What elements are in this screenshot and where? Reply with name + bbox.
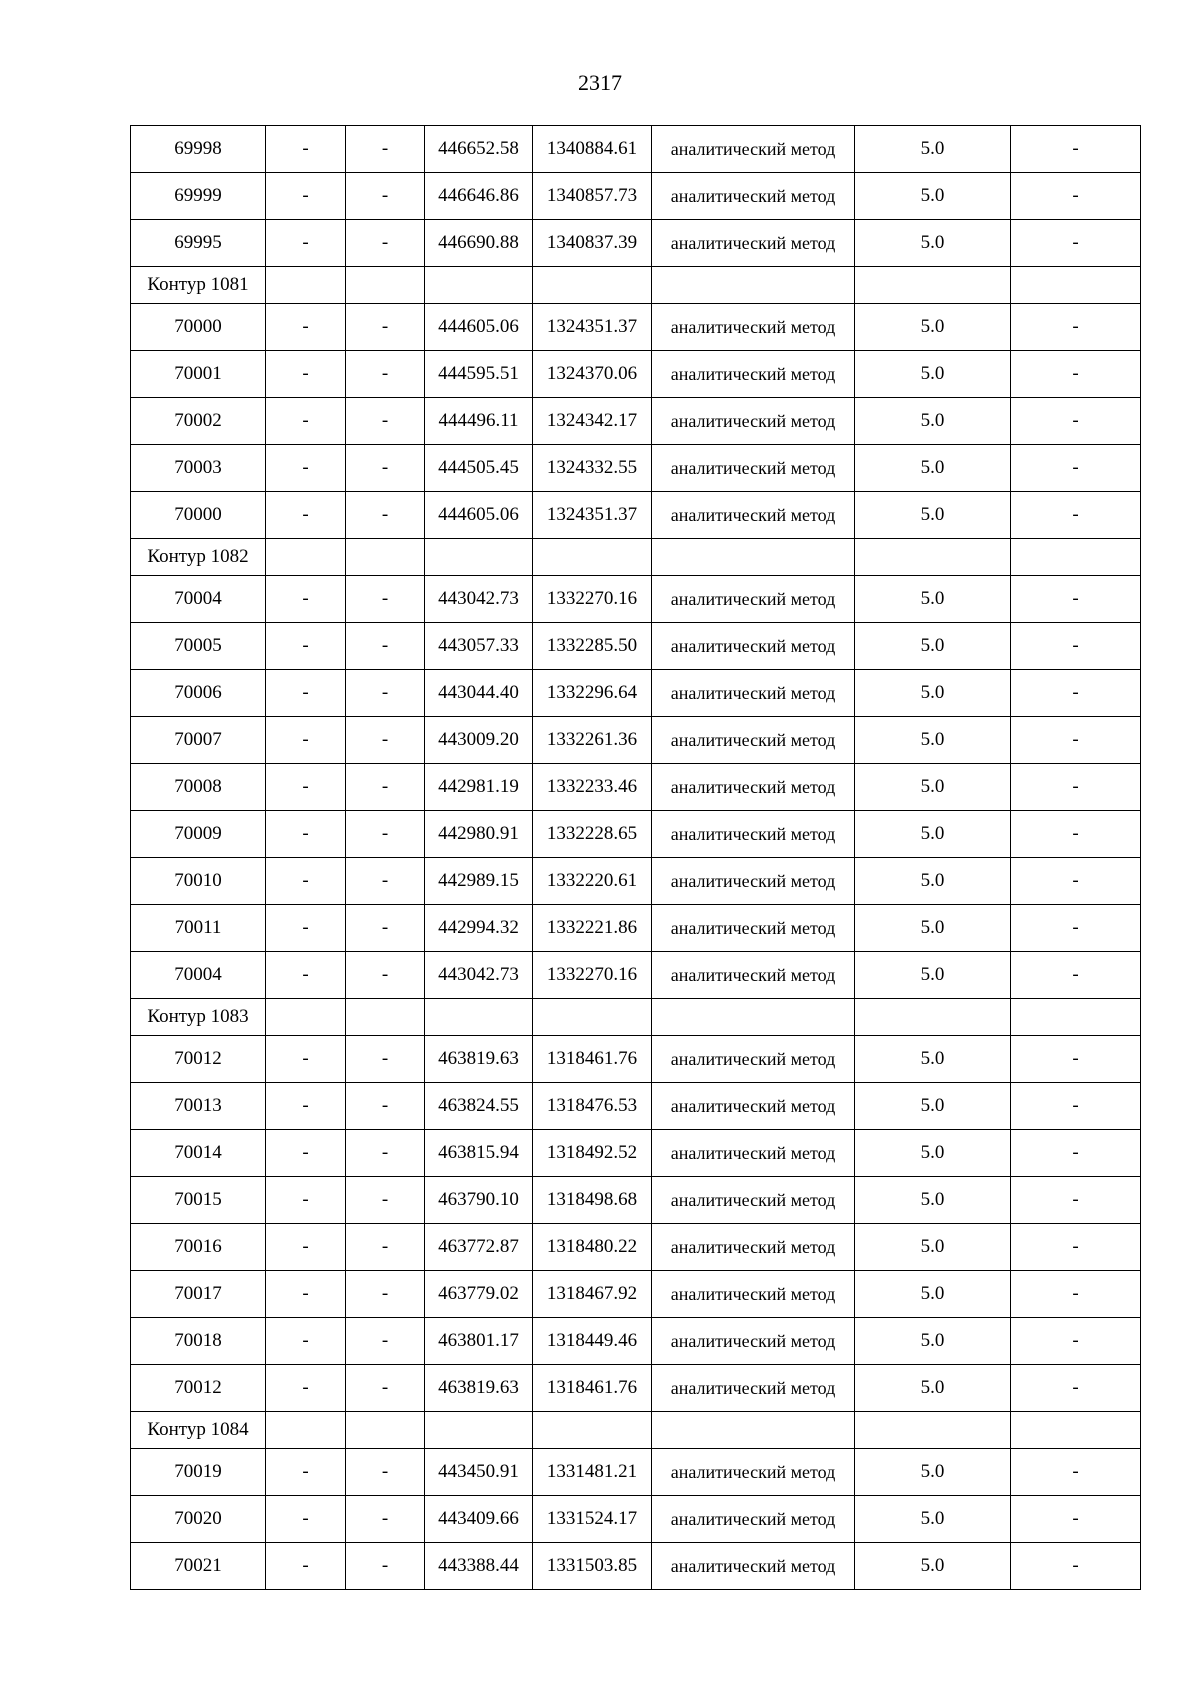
- dash-cell: -: [1011, 764, 1141, 811]
- table-row: [131, 126, 1141, 173]
- method-cell: аналитический метод: [652, 1177, 855, 1224]
- accuracy-cell: 5.0: [855, 905, 1011, 952]
- dash-cell: -: [1011, 1130, 1141, 1177]
- point-id-cell: 70010: [131, 858, 266, 905]
- y-coordinate-cell: 1340837.39: [533, 220, 652, 267]
- point-id-cell: 69998: [131, 126, 266, 173]
- method-cell: аналитический метод: [652, 126, 855, 173]
- table-row: [131, 220, 1141, 267]
- table-row: [131, 811, 1141, 858]
- empty-cell: [425, 267, 533, 304]
- method-cell: аналитический метод: [652, 445, 855, 492]
- dash-cell: -: [1011, 670, 1141, 717]
- y-coordinate-cell: 1331524.17: [533, 1496, 652, 1543]
- empty-cell: [425, 999, 533, 1036]
- dash-cell: -: [346, 1543, 425, 1590]
- empty-cell: [346, 267, 425, 304]
- dash-cell: -: [1011, 952, 1141, 999]
- point-id-cell: 70003: [131, 445, 266, 492]
- accuracy-cell: 5.0: [855, 1083, 1011, 1130]
- contour-label: Контур 1081: [131, 267, 266, 304]
- contour-label: Контур 1084: [131, 1412, 266, 1449]
- empty-cell: [266, 1412, 346, 1449]
- empty-cell: [266, 267, 346, 304]
- dash-cell: -: [266, 1543, 346, 1590]
- dash-cell: -: [266, 1496, 346, 1543]
- empty-cell: [855, 539, 1011, 576]
- y-coordinate-cell: 1318449.46: [533, 1318, 652, 1365]
- point-id-cell: 70000: [131, 492, 266, 539]
- dash-cell: -: [1011, 1449, 1141, 1496]
- empty-cell: [425, 539, 533, 576]
- dash-cell: -: [266, 623, 346, 670]
- y-coordinate-cell: 1324351.37: [533, 492, 652, 539]
- dash-cell: -: [266, 445, 346, 492]
- y-coordinate-cell: 1331481.21: [533, 1449, 652, 1496]
- x-coordinate-cell: 443042.73: [425, 576, 533, 623]
- dash-cell: -: [346, 173, 425, 220]
- dash-cell: -: [1011, 576, 1141, 623]
- empty-cell: [855, 1412, 1011, 1449]
- dash-cell: -: [346, 905, 425, 952]
- x-coordinate-cell: 444595.51: [425, 351, 533, 398]
- x-coordinate-cell: 463824.55: [425, 1083, 533, 1130]
- dash-cell: -: [1011, 304, 1141, 351]
- y-coordinate-cell: 1324342.17: [533, 398, 652, 445]
- table-row: [131, 670, 1141, 717]
- method-cell: аналитический метод: [652, 173, 855, 220]
- x-coordinate-cell: 463819.63: [425, 1365, 533, 1412]
- y-coordinate-cell: 1331503.85: [533, 1543, 652, 1590]
- dash-cell: -: [346, 1271, 425, 1318]
- contour-header-row: [131, 999, 1141, 1036]
- dash-cell: -: [1011, 1036, 1141, 1083]
- method-cell: аналитический метод: [652, 304, 855, 351]
- dash-cell: -: [346, 304, 425, 351]
- dash-cell: -: [1011, 1177, 1141, 1224]
- accuracy-cell: 5.0: [855, 670, 1011, 717]
- empty-cell: [533, 1412, 652, 1449]
- method-cell: аналитический метод: [652, 220, 855, 267]
- dash-cell: -: [266, 1083, 346, 1130]
- x-coordinate-cell: 446690.88: [425, 220, 533, 267]
- empty-cell: [1011, 999, 1141, 1036]
- dash-cell: -: [266, 811, 346, 858]
- method-cell: аналитический метод: [652, 1130, 855, 1177]
- dash-cell: -: [266, 764, 346, 811]
- dash-cell: -: [346, 811, 425, 858]
- y-coordinate-cell: 1332233.46: [533, 764, 652, 811]
- y-coordinate-cell: 1318476.53: [533, 1083, 652, 1130]
- accuracy-cell: 5.0: [855, 492, 1011, 539]
- dash-cell: -: [1011, 811, 1141, 858]
- point-id-cell: 70007: [131, 717, 266, 764]
- dash-cell: -: [266, 492, 346, 539]
- point-id-cell: 70008: [131, 764, 266, 811]
- table-row: [131, 1365, 1141, 1412]
- point-id-cell: 70004: [131, 576, 266, 623]
- accuracy-cell: 5.0: [855, 1543, 1011, 1590]
- contour-header-row: [131, 1412, 1141, 1449]
- x-coordinate-cell: 443042.73: [425, 952, 533, 999]
- point-id-cell: 70019: [131, 1449, 266, 1496]
- y-coordinate-cell: 1318461.76: [533, 1365, 652, 1412]
- x-coordinate-cell: 446646.86: [425, 173, 533, 220]
- method-cell: аналитический метод: [652, 1224, 855, 1271]
- contour-label: Контур 1082: [131, 539, 266, 576]
- point-id-cell: 70004: [131, 952, 266, 999]
- x-coordinate-cell: 463801.17: [425, 1318, 533, 1365]
- empty-cell: [652, 999, 855, 1036]
- method-cell: аналитический метод: [652, 1318, 855, 1365]
- point-id-cell: 70012: [131, 1365, 266, 1412]
- dash-cell: -: [1011, 398, 1141, 445]
- empty-cell: [652, 539, 855, 576]
- x-coordinate-cell: 442994.32: [425, 905, 533, 952]
- dash-cell: -: [346, 1224, 425, 1271]
- dash-cell: -: [346, 764, 425, 811]
- y-coordinate-cell: 1340884.61: [533, 126, 652, 173]
- accuracy-cell: 5.0: [855, 220, 1011, 267]
- dash-cell: -: [346, 623, 425, 670]
- empty-cell: [1011, 539, 1141, 576]
- method-cell: аналитический метод: [652, 670, 855, 717]
- table-row: [131, 623, 1141, 670]
- point-id-cell: 70013: [131, 1083, 266, 1130]
- point-id-cell: 70016: [131, 1224, 266, 1271]
- dash-cell: -: [346, 1177, 425, 1224]
- point-id-cell: 69999: [131, 173, 266, 220]
- dash-cell: -: [266, 1036, 346, 1083]
- x-coordinate-cell: 442980.91: [425, 811, 533, 858]
- method-cell: аналитический метод: [652, 764, 855, 811]
- x-coordinate-cell: 442989.15: [425, 858, 533, 905]
- table-row: [131, 1496, 1141, 1543]
- dash-cell: -: [346, 445, 425, 492]
- method-cell: аналитический метод: [652, 905, 855, 952]
- empty-cell: [346, 999, 425, 1036]
- coordinates-table: [130, 125, 1141, 1590]
- dash-cell: -: [266, 1318, 346, 1365]
- y-coordinate-cell: 1318480.22: [533, 1224, 652, 1271]
- method-cell: аналитический метод: [652, 1271, 855, 1318]
- dash-cell: -: [1011, 1318, 1141, 1365]
- point-id-cell: 69995: [131, 220, 266, 267]
- y-coordinate-cell: 1340857.73: [533, 173, 652, 220]
- point-id-cell: 70020: [131, 1496, 266, 1543]
- point-id-cell: 70005: [131, 623, 266, 670]
- dash-cell: -: [346, 1365, 425, 1412]
- dash-cell: -: [266, 1177, 346, 1224]
- point-id-cell: 70006: [131, 670, 266, 717]
- point-id-cell: 70009: [131, 811, 266, 858]
- x-coordinate-cell: 444505.45: [425, 445, 533, 492]
- y-coordinate-cell: 1332220.61: [533, 858, 652, 905]
- y-coordinate-cell: 1332270.16: [533, 576, 652, 623]
- empty-cell: [533, 999, 652, 1036]
- dash-cell: -: [346, 670, 425, 717]
- empty-cell: [533, 267, 652, 304]
- accuracy-cell: 5.0: [855, 1130, 1011, 1177]
- dash-cell: -: [1011, 905, 1141, 952]
- dash-cell: -: [266, 858, 346, 905]
- dash-cell: -: [266, 905, 346, 952]
- dash-cell: -: [346, 1036, 425, 1083]
- dash-cell: -: [1011, 351, 1141, 398]
- dash-cell: -: [266, 351, 346, 398]
- x-coordinate-cell: 442981.19: [425, 764, 533, 811]
- empty-cell: [346, 539, 425, 576]
- accuracy-cell: 5.0: [855, 952, 1011, 999]
- dash-cell: -: [346, 1083, 425, 1130]
- dash-cell: -: [1011, 1365, 1141, 1412]
- dash-cell: -: [346, 351, 425, 398]
- table-row: [131, 858, 1141, 905]
- method-cell: аналитический метод: [652, 952, 855, 999]
- accuracy-cell: 5.0: [855, 1496, 1011, 1543]
- accuracy-cell: 5.0: [855, 1036, 1011, 1083]
- accuracy-cell: 5.0: [855, 1177, 1011, 1224]
- dash-cell: -: [346, 1318, 425, 1365]
- method-cell: аналитический метод: [652, 492, 855, 539]
- dash-cell: -: [346, 952, 425, 999]
- table-row: [131, 717, 1141, 764]
- y-coordinate-cell: 1332285.50: [533, 623, 652, 670]
- x-coordinate-cell: 443044.40: [425, 670, 533, 717]
- dash-cell: -: [266, 126, 346, 173]
- method-cell: аналитический метод: [652, 811, 855, 858]
- table-row: [131, 1318, 1141, 1365]
- table-row: [131, 1449, 1141, 1496]
- x-coordinate-cell: 444605.06: [425, 492, 533, 539]
- dash-cell: -: [266, 173, 346, 220]
- dash-cell: -: [346, 1449, 425, 1496]
- dash-cell: -: [266, 952, 346, 999]
- table-row: [131, 1224, 1141, 1271]
- x-coordinate-cell: 463772.87: [425, 1224, 533, 1271]
- accuracy-cell: 5.0: [855, 445, 1011, 492]
- method-cell: аналитический метод: [652, 1083, 855, 1130]
- dash-cell: -: [1011, 858, 1141, 905]
- y-coordinate-cell: 1332228.65: [533, 811, 652, 858]
- accuracy-cell: 5.0: [855, 717, 1011, 764]
- empty-cell: [855, 999, 1011, 1036]
- empty-cell: [346, 1412, 425, 1449]
- point-id-cell: 70021: [131, 1543, 266, 1590]
- x-coordinate-cell: 443409.66: [425, 1496, 533, 1543]
- dash-cell: -: [346, 1130, 425, 1177]
- accuracy-cell: 5.0: [855, 811, 1011, 858]
- y-coordinate-cell: 1324351.37: [533, 304, 652, 351]
- dash-cell: -: [1011, 220, 1141, 267]
- method-cell: аналитический метод: [652, 623, 855, 670]
- x-coordinate-cell: 443450.91: [425, 1449, 533, 1496]
- dash-cell: -: [1011, 717, 1141, 764]
- dash-cell: -: [346, 220, 425, 267]
- dash-cell: -: [346, 398, 425, 445]
- page-number: 2317: [578, 70, 622, 95]
- dash-cell: -: [266, 1271, 346, 1318]
- x-coordinate-cell: 463815.94: [425, 1130, 533, 1177]
- empty-cell: [1011, 267, 1141, 304]
- dash-cell: -: [346, 492, 425, 539]
- accuracy-cell: 5.0: [855, 576, 1011, 623]
- dash-cell: -: [266, 1365, 346, 1412]
- method-cell: аналитический метод: [652, 351, 855, 398]
- dash-cell: -: [1011, 492, 1141, 539]
- empty-cell: [266, 539, 346, 576]
- point-id-cell: 70002: [131, 398, 266, 445]
- accuracy-cell: 5.0: [855, 623, 1011, 670]
- accuracy-cell: 5.0: [855, 1365, 1011, 1412]
- table-row: [131, 1130, 1141, 1177]
- table-body: [131, 126, 1141, 1590]
- dash-cell: -: [266, 717, 346, 764]
- x-coordinate-cell: 463819.63: [425, 1036, 533, 1083]
- contour-header-row: [131, 539, 1141, 576]
- point-id-cell: 70012: [131, 1036, 266, 1083]
- x-coordinate-cell: 444496.11: [425, 398, 533, 445]
- dash-cell: -: [266, 670, 346, 717]
- table-row: [131, 905, 1141, 952]
- empty-cell: [1011, 1412, 1141, 1449]
- empty-cell: [855, 267, 1011, 304]
- dash-cell: -: [346, 576, 425, 623]
- point-id-cell: 70001: [131, 351, 266, 398]
- point-id-cell: 70017: [131, 1271, 266, 1318]
- method-cell: аналитический метод: [652, 1449, 855, 1496]
- x-coordinate-cell: 443057.33: [425, 623, 533, 670]
- table-row: [131, 173, 1141, 220]
- accuracy-cell: 5.0: [855, 351, 1011, 398]
- dash-cell: -: [266, 398, 346, 445]
- point-id-cell: 70011: [131, 905, 266, 952]
- y-coordinate-cell: 1324332.55: [533, 445, 652, 492]
- x-coordinate-cell: 446652.58: [425, 126, 533, 173]
- dash-cell: -: [1011, 126, 1141, 173]
- dash-cell: -: [1011, 173, 1141, 220]
- y-coordinate-cell: 1318461.76: [533, 1036, 652, 1083]
- method-cell: аналитический метод: [652, 1543, 855, 1590]
- dash-cell: -: [266, 304, 346, 351]
- dash-cell: -: [266, 220, 346, 267]
- x-coordinate-cell: 443388.44: [425, 1543, 533, 1590]
- table-row: [131, 1271, 1141, 1318]
- y-coordinate-cell: 1332270.16: [533, 952, 652, 999]
- table-row: [131, 492, 1141, 539]
- table-row: [131, 1177, 1141, 1224]
- accuracy-cell: 5.0: [855, 173, 1011, 220]
- dash-cell: -: [266, 1224, 346, 1271]
- accuracy-cell: 5.0: [855, 1318, 1011, 1365]
- table-row: [131, 398, 1141, 445]
- table-row: [131, 1036, 1141, 1083]
- y-coordinate-cell: 1318467.92: [533, 1271, 652, 1318]
- table-row: [131, 764, 1141, 811]
- y-coordinate-cell: 1324370.06: [533, 351, 652, 398]
- dash-cell: -: [1011, 1543, 1141, 1590]
- table-row: [131, 351, 1141, 398]
- method-cell: аналитический метод: [652, 398, 855, 445]
- dash-cell: -: [1011, 1496, 1141, 1543]
- dash-cell: -: [346, 717, 425, 764]
- accuracy-cell: 5.0: [855, 398, 1011, 445]
- contour-header-row: [131, 267, 1141, 304]
- point-id-cell: 70014: [131, 1130, 266, 1177]
- empty-cell: [533, 539, 652, 576]
- table-row: [131, 1543, 1141, 1590]
- accuracy-cell: 5.0: [855, 126, 1011, 173]
- y-coordinate-cell: 1332221.86: [533, 905, 652, 952]
- dash-cell: -: [266, 1449, 346, 1496]
- empty-cell: [652, 267, 855, 304]
- method-cell: аналитический метод: [652, 858, 855, 905]
- dash-cell: -: [346, 126, 425, 173]
- empty-cell: [425, 1412, 533, 1449]
- table-row: [131, 576, 1141, 623]
- method-cell: аналитический метод: [652, 1496, 855, 1543]
- dash-cell: -: [1011, 1271, 1141, 1318]
- accuracy-cell: 5.0: [855, 304, 1011, 351]
- method-cell: аналитический метод: [652, 1365, 855, 1412]
- x-coordinate-cell: 463779.02: [425, 1271, 533, 1318]
- y-coordinate-cell: 1332261.36: [533, 717, 652, 764]
- accuracy-cell: 5.0: [855, 1224, 1011, 1271]
- table-row: [131, 445, 1141, 492]
- table-row: [131, 1083, 1141, 1130]
- point-id-cell: 70018: [131, 1318, 266, 1365]
- dash-cell: -: [346, 1496, 425, 1543]
- empty-cell: [652, 1412, 855, 1449]
- x-coordinate-cell: 444605.06: [425, 304, 533, 351]
- accuracy-cell: 5.0: [855, 764, 1011, 811]
- accuracy-cell: 5.0: [855, 1271, 1011, 1318]
- point-id-cell: 70015: [131, 1177, 266, 1224]
- method-cell: аналитический метод: [652, 576, 855, 623]
- dash-cell: -: [346, 858, 425, 905]
- x-coordinate-cell: 443009.20: [425, 717, 533, 764]
- y-coordinate-cell: 1332296.64: [533, 670, 652, 717]
- y-coordinate-cell: 1318498.68: [533, 1177, 652, 1224]
- accuracy-cell: 5.0: [855, 858, 1011, 905]
- method-cell: аналитический метод: [652, 717, 855, 764]
- accuracy-cell: 5.0: [855, 1449, 1011, 1496]
- dash-cell: -: [1011, 623, 1141, 670]
- dash-cell: -: [1011, 1224, 1141, 1271]
- contour-label: Контур 1083: [131, 999, 266, 1036]
- method-cell: аналитический метод: [652, 1036, 855, 1083]
- dash-cell: -: [266, 576, 346, 623]
- y-coordinate-cell: 1318492.52: [533, 1130, 652, 1177]
- empty-cell: [266, 999, 346, 1036]
- point-id-cell: 70000: [131, 304, 266, 351]
- dash-cell: -: [266, 1130, 346, 1177]
- x-coordinate-cell: 463790.10: [425, 1177, 533, 1224]
- table-row: [131, 952, 1141, 999]
- table-row: [131, 304, 1141, 351]
- dash-cell: -: [1011, 445, 1141, 492]
- dash-cell: -: [1011, 1083, 1141, 1130]
